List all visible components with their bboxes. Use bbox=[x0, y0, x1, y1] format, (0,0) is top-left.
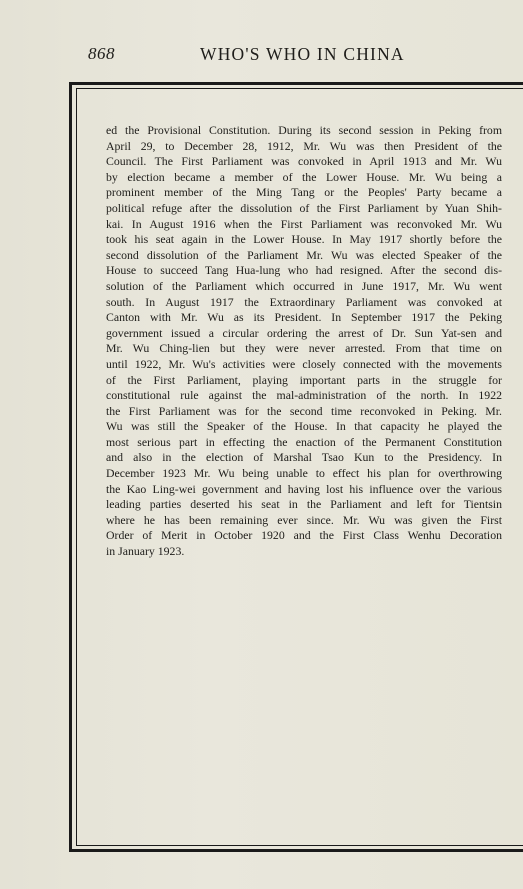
text-line: leading parties deserted his seat in the Parliament and left for Tientsin bbox=[106, 497, 502, 512]
text-line: constitutional rule against the mal-administration of the north. In 1922 bbox=[106, 388, 502, 403]
text-line: second dissolution of the Parliament Mr. Wu was elected Speaker of the bbox=[106, 247, 502, 262]
text-line: House to succeed Tang Hua-lung who had resigned. After the second dis- bbox=[106, 263, 502, 278]
text-line: the First Parliament was for the second time reconvoked in Peking. Mr. bbox=[106, 403, 502, 418]
text-line: Mr. Wu Ching-lien but they were never arrested. From that time on bbox=[106, 341, 502, 356]
text-line: by election became a member of the Lower House. Mr. Wu being a bbox=[106, 169, 502, 184]
text-line: until 1922, Mr. Wu's activities were closely connected with the movements bbox=[106, 356, 502, 371]
text-line: and also in the election of Marshal Tsao Kun to the Presidency. In bbox=[106, 450, 502, 465]
text-line: ed the Provisional Constitution. During its second session in Peking from bbox=[106, 123, 502, 137]
text-line: government issued a circular ordering the arrest of Dr. Sun Yat-sen and bbox=[106, 325, 502, 340]
page-header bbox=[0, 44, 523, 68]
text-line: of the First Parliament, playing important parts in the struggle for bbox=[106, 372, 502, 387]
text-line: Wu was still the Speaker of the House. In that capacity he played the bbox=[106, 419, 502, 434]
page-number: 868 bbox=[88, 44, 115, 63]
text-line: where he has been remaining ever since. Mr. Wu was given the First bbox=[106, 512, 502, 527]
text-line: in January 1923. bbox=[106, 544, 185, 559]
text-line: Council. The First Parliament was convoked in April 1913 and Mr. Wu bbox=[106, 154, 502, 169]
text-line: the Kao Ling-wei government and having lost his influence over the various bbox=[106, 481, 502, 496]
text-line: April 29, to December 28, 1912, Mr. Wu was then President of the bbox=[106, 138, 502, 153]
body-paragraph bbox=[106, 123, 502, 560]
text-line: most serious part in effecting the enaction of the Permanent Constitution bbox=[106, 434, 502, 449]
text-line: took his seat again in the Lower House. In May 1917 shortly before the bbox=[106, 232, 502, 247]
text-line: south. In August 1917 the Extraordinary Parliament was convoked at bbox=[106, 294, 502, 309]
text-line: Order of Merit in October 1920 and the First Class Wenhu Decoration bbox=[106, 528, 502, 543]
text-line: Canton with Mr. Wu as its President. In September 1917 the Peking bbox=[106, 310, 502, 325]
text-line: kai. In August 1916 when the First Parliament was reconvoked Mr. Wu bbox=[106, 216, 502, 231]
text-line: solution of the Parliament which occurred in June 1917, Mr. Wu went bbox=[106, 278, 502, 293]
text-line: December 1923 Mr. Wu being unable to effect his plan for overthrowing bbox=[106, 466, 502, 481]
text-line: prominent member of the Ming Tang or the Peoples' Party became a bbox=[106, 185, 502, 200]
running-title: WHO'S WHO IN CHINA bbox=[200, 44, 405, 64]
text-line: political refuge after the dissolution of the First Parliament by Yuan Shih- bbox=[106, 200, 502, 215]
